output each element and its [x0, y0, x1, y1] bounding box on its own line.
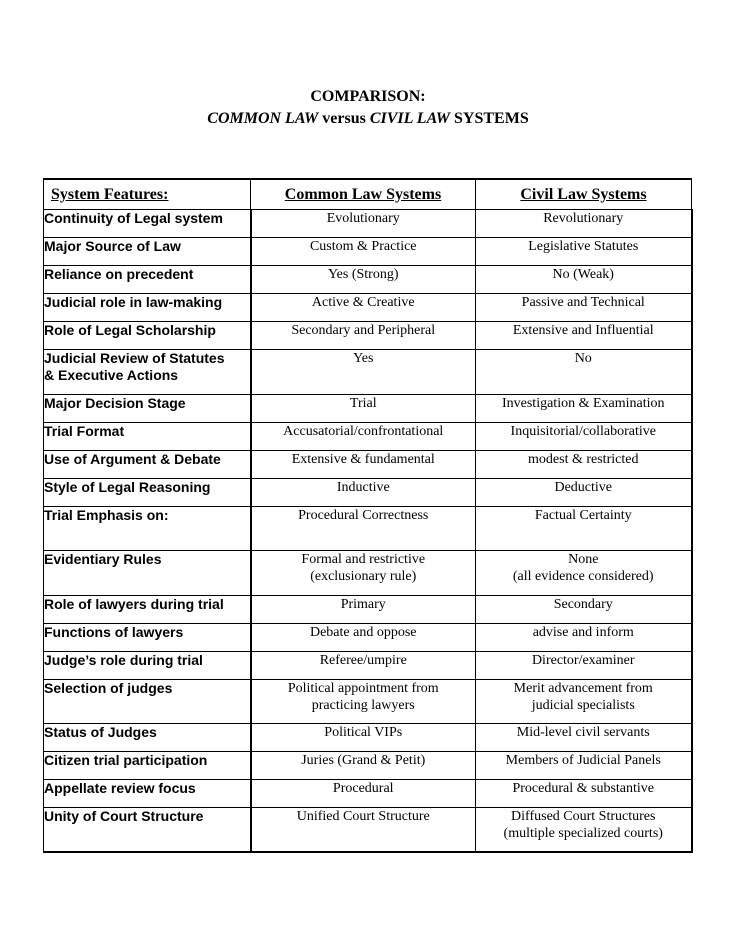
feature-cell: Unity of Court Structure: [44, 808, 251, 852]
common-law-cell: Primary: [251, 596, 476, 624]
common-law-cell: Accusatorial/confrontational: [251, 423, 476, 451]
civil-law-cell: Revolutionary: [476, 210, 692, 238]
table-row: [44, 266, 692, 294]
table-row: [44, 479, 692, 507]
common-law-cell: Unified Court Structure: [251, 808, 476, 852]
feature-cell: Use of Argument & Debate: [44, 451, 251, 479]
feature-cell: Evidentiary Rules: [44, 551, 251, 596]
table-row: [44, 350, 692, 395]
civil-law-cell: modest & restricted: [476, 451, 692, 479]
common-law-cell: Referee/umpire: [251, 652, 476, 680]
feature-cell: Selection of judges: [44, 680, 251, 724]
header-row: [44, 179, 692, 210]
common-law-cell: Evolutionary: [251, 210, 476, 238]
document-title: [0, 86, 736, 130]
civil-law-cell: Members of Judicial Panels: [476, 752, 692, 780]
title-line-2: [0, 108, 736, 130]
common-law-cell: Juries (Grand & Petit): [251, 752, 476, 780]
column-header-features: System Features:: [44, 179, 251, 210]
civil-law-cell: Investigation & Examination: [476, 395, 692, 423]
table-row: [44, 724, 692, 752]
civil-law-cell: Extensive and Influential: [476, 322, 692, 350]
common-law-cell: Procedural: [251, 780, 476, 808]
common-law-cell: Extensive & fundamental: [251, 451, 476, 479]
common-law-cell: Active & Creative: [251, 294, 476, 322]
table-row: [44, 624, 692, 652]
feature-cell: Major Decision Stage: [44, 395, 251, 423]
civil-law-cell: Passive and Technical: [476, 294, 692, 322]
common-law-cell: Yes: [251, 350, 476, 395]
feature-cell: Trial Format: [44, 423, 251, 451]
table-row: [44, 752, 692, 780]
table-row: [44, 652, 692, 680]
column-header-civil-law: Civil Law Systems: [476, 179, 692, 210]
common-law-cell: Trial: [251, 395, 476, 423]
common-law-cell: Political VIPs: [251, 724, 476, 752]
feature-cell: Role of Legal Scholarship: [44, 322, 251, 350]
table-row: [44, 780, 692, 808]
feature-cell: Judicial Review of Statutes & Executive Actions: [44, 350, 251, 395]
civil-law-cell: Deductive: [476, 479, 692, 507]
common-law-cell: Inductive: [251, 479, 476, 507]
feature-cell: Style of Legal Reasoning: [44, 479, 251, 507]
civil-law-cell: Factual Certainty: [476, 507, 692, 551]
civil-law-cell: Secondary: [476, 596, 692, 624]
common-law-cell: Secondary and Peripheral: [251, 322, 476, 350]
common-law-cell: Yes (Strong): [251, 266, 476, 294]
feature-cell: Citizen trial participation: [44, 752, 251, 780]
common-law-cell: Procedural Correctness: [251, 507, 476, 551]
table-row: [44, 596, 692, 624]
common-law-cell: Political appointment from practicing lawyers: [251, 680, 476, 724]
title-versus: versus: [318, 110, 370, 127]
table-row: [44, 210, 692, 238]
table-row: [44, 294, 692, 322]
civil-law-cell: Diffused Court Structures (multiple specialized courts): [476, 808, 692, 852]
table-row: [44, 808, 692, 852]
feature-cell: Judge’s role during trial: [44, 652, 251, 680]
table-row: [44, 238, 692, 266]
title-systems: SYSTEMS: [450, 110, 529, 127]
feature-cell: Status of Judges: [44, 724, 251, 752]
feature-cell: Trial Emphasis on:: [44, 507, 251, 551]
feature-cell: Reliance on precedent: [44, 266, 251, 294]
civil-law-cell: Legislative Statutes: [476, 238, 692, 266]
feature-cell: Continuity of Legal system: [44, 210, 251, 238]
civil-law-cell: Director/examiner: [476, 652, 692, 680]
table-row: [44, 322, 692, 350]
civil-law-cell: Merit advancement from judicial specialists: [476, 680, 692, 724]
table-row: [44, 507, 692, 551]
column-header-common-law: Common Law Systems: [251, 179, 476, 210]
civil-law-cell: Procedural & substantive: [476, 780, 692, 808]
title-civil-law: CIVIL LAW: [369, 110, 451, 127]
feature-cell: Role of lawyers during trial: [44, 596, 251, 624]
feature-cell: Judicial role in law-making: [44, 294, 251, 322]
table-row: [44, 395, 692, 423]
civil-law-cell: advise and inform: [476, 624, 692, 652]
feature-cell: Major Source of Law: [44, 238, 251, 266]
feature-cell: Appellate review focus: [44, 780, 251, 808]
civil-law-cell: Inquisitorial/collaborative: [476, 423, 692, 451]
comparison-table: [43, 178, 693, 853]
feature-cell: Functions of lawyers: [44, 624, 251, 652]
civil-law-cell: Mid-level civil servants: [476, 724, 692, 752]
title-common-law: COMMON LAW: [207, 110, 319, 127]
common-law-cell: Formal and restrictive (exclusionary rule): [251, 551, 476, 596]
civil-law-cell: None (all evidence considered): [476, 551, 692, 596]
table-row: [44, 451, 692, 479]
table-row: [44, 423, 692, 451]
title-line-1: COMPARISON:: [310, 88, 426, 105]
table-row: [44, 551, 692, 596]
table-row: [44, 680, 692, 724]
common-law-cell: Custom & Practice: [251, 238, 476, 266]
civil-law-cell: No: [476, 350, 692, 395]
civil-law-cell: No (Weak): [476, 266, 692, 294]
common-law-cell: Debate and oppose: [251, 624, 476, 652]
